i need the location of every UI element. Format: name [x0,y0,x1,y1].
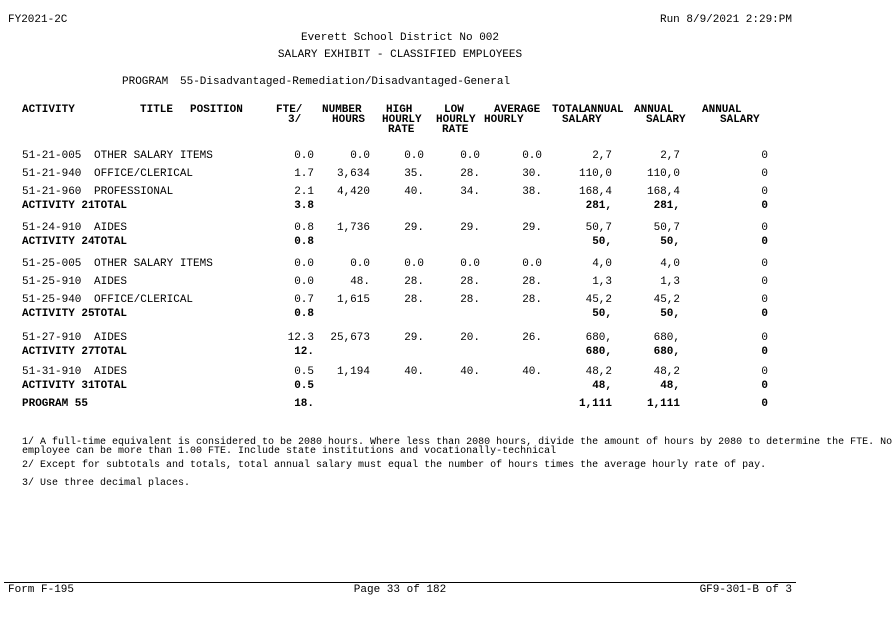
cell-total: 48,2 [585,366,612,378]
cell-title: TOTAL [94,200,128,212]
cell-high: 0.0 [404,150,424,162]
col-title: TITLE [140,104,174,116]
cell-total: 48, [592,380,612,392]
cell-code: 51-25-910 [22,276,82,288]
cell-code: ACTIVITY 27 [22,346,95,358]
cell-title: PROFESSIONAL [94,186,174,198]
col-total: TOTAL [552,104,586,116]
col-low-2: HOURLY [436,114,476,126]
cell-avg: 0.0 [522,258,542,270]
cell-annual: 4,0 [660,258,680,270]
cell-total: 50, [592,308,612,320]
col-annual-b: ANNUAL [634,104,674,116]
cell-c: 0 [761,308,768,320]
cell-total: 2,7 [592,150,612,162]
cell-c: 0 [761,222,768,234]
run-stamp: Run 8/9/2021 2:29:PM [659,14,792,26]
footer-form: Form F-195 [8,584,75,596]
col-fte: FTE/ [276,104,303,116]
cell-low: 34. [460,186,480,198]
cell-title: TOTAL [94,236,128,248]
cell-total: 4,0 [592,258,612,270]
cell-total: 168,4 [578,186,612,198]
cell-total: 1,111 [578,398,612,410]
cell-fte: 0.8 [294,222,314,234]
cell-fte: 0.8 [294,308,314,320]
cell-code: 51-21-940 [22,168,82,180]
cell-fte: 3.8 [294,200,314,212]
cell-high: 29. [404,222,424,234]
cell-avg: 0.0 [522,150,542,162]
cell-c: 0 [761,186,768,198]
cell-low: 28. [460,276,480,288]
cell-c: 0 [761,236,768,248]
cell-fte: 1.7 [294,168,314,180]
cell-code: ACTIVITY 25 [22,308,95,320]
cell-annual: 2,7 [660,150,680,162]
cell-hours: 0.0 [350,150,370,162]
cell-c: 0 [761,200,768,212]
cell-code: ACTIVITY 21 [22,200,95,212]
cell-annual: 48, [660,380,680,392]
cell-low: 40. [460,366,480,378]
col-annual-b-2: SALARY [646,114,686,126]
cell-hours: 48. [350,276,370,288]
cell-annual: 50, [660,308,680,320]
district-name: Everett School District No 002 [300,32,500,44]
cell-code: ACTIVITY 31 [22,380,95,392]
cell-title: AIDES [94,366,128,378]
cell-high: 28. [404,276,424,288]
cell-code: ACTIVITY 24 [22,236,95,248]
cell-annual: 1,111 [646,398,680,410]
cell-annual: 168,4 [646,186,680,198]
cell-high: 35. [404,168,424,180]
cell-title: AIDES [94,222,128,234]
cell-avg: 30. [522,168,542,180]
cell-low: 0.0 [460,258,480,270]
cell-annual: 48,2 [653,366,680,378]
col-annual: ANNUAL [584,104,624,116]
cell-code: 51-25-005 [22,258,82,270]
cell-total: 45,2 [585,294,612,306]
cell-fte: 12.3 [287,332,314,344]
cell-high: 28. [404,294,424,306]
cell-c: 0 [761,332,768,344]
cell-hours: 1,194 [336,366,370,378]
cell-high: 0.0 [404,258,424,270]
cell-title: TOTAL [94,308,128,320]
footnote-1a: 1/ A full-time equivalent is considered to be 2080 hours. Where less than 2080 hours, divide the amount of hours by 2080 to determine the FTE. No [22,437,892,448]
cell-c: 0 [761,150,768,162]
cell-c: 0 [761,380,768,392]
cell-title: OTHER SALARY ITEMS [94,150,213,162]
col-high-3: RATE [388,124,415,136]
cell-title: OFFICE/CLERICAL [94,294,194,306]
cell-annual: 50, [660,236,680,248]
col-avg: AVERAGE [494,104,541,116]
program-name: 55-Disadvantaged-Remediation/Disadvantaged-General [180,76,511,88]
cell-c: 0 [761,398,768,410]
cell-code: 51-25-940 [22,294,82,306]
cell-low: 28. [460,294,480,306]
cell-fte: 0.0 [294,258,314,270]
cell-hours: 25,673 [330,332,370,344]
cell-title: AIDES [94,332,128,344]
footnote-2: 2/ Except for subtotals and totals, total annual salary must equal the number of hours times the average hourly rate of pay. [22,460,767,471]
cell-c: 0 [761,276,768,288]
cell-title: TOTAL [94,380,128,392]
col-total-2: SALARY [562,114,602,126]
col-number-2: HOURS [332,114,366,126]
cell-annual: 110,0 [646,168,680,180]
cell-code: 51-21-960 [22,186,82,198]
cell-total: 680, [585,346,612,358]
cell-fte: 0.8 [294,236,314,248]
cell-title: OTHER SALARY ITEMS [94,258,213,270]
exhibit-title: SALARY EXHIBIT - CLASSIFIED EMPLOYEES [277,49,523,61]
cell-fte: 0.5 [294,366,314,378]
fiscal-year: FY2021-2C [8,14,68,26]
cell-fte: 0.5 [294,380,314,392]
cell-avg: 26. [522,332,542,344]
cell-title: OFFICE/CLERICAL [94,168,194,180]
cell-code: 51-31-910 [22,366,82,378]
cell-high: 40. [404,366,424,378]
footer-rule [4,582,796,583]
col-high-2: HOURLY [382,114,422,126]
col-activity: ACTIVITY [22,104,75,116]
cell-avg: 29. [522,222,542,234]
cell-annual: 1,3 [660,276,680,288]
cell-code: PROGRAM 55 [22,398,89,410]
cell-c: 0 [761,258,768,270]
cell-code: 51-24-910 [22,222,82,234]
col-fte-note: 3/ [288,114,302,126]
cell-avg: 40. [522,366,542,378]
cell-code: 51-21-005 [22,150,82,162]
footer-page: Page 33 of 182 [353,584,447,596]
cell-total: 50,7 [585,222,612,234]
col-position: POSITION [190,104,243,116]
cell-avg: 28. [522,294,542,306]
footer-code: GF9-301-B of 3 [699,584,792,596]
col-annual-c: ANNUAL [702,104,742,116]
cell-avg: 38. [522,186,542,198]
cell-low: 0.0 [460,150,480,162]
program-label: PROGRAM [122,76,169,88]
cell-fte: 12. [294,346,314,358]
cell-high: 29. [404,332,424,344]
cell-hours: 1,615 [336,294,370,306]
cell-hours: 4,420 [336,186,370,198]
cell-total: 281, [585,200,612,212]
cell-total: 1,3 [592,276,612,288]
cell-hours: 0.0 [350,258,370,270]
cell-total: 110,0 [578,168,612,180]
col-low-3: RATE [442,124,469,136]
cell-annual: 281, [653,200,680,212]
cell-annual: 680, [653,346,680,358]
col-annual-c-2: SALARY [720,114,760,126]
cell-fte: 18. [294,398,314,410]
cell-c: 0 [761,366,768,378]
cell-low: 29. [460,222,480,234]
cell-title: TOTAL [94,346,128,358]
col-high: HIGH [386,104,413,116]
cell-low: 20. [460,332,480,344]
cell-fte: 0.7 [294,294,314,306]
cell-fte: 0.0 [294,150,314,162]
col-number: NUMBER [322,104,362,116]
cell-c: 0 [761,168,768,180]
col-low: LOW [444,104,464,116]
cell-total: 50, [592,236,612,248]
cell-c: 0 [761,294,768,306]
cell-hours: 1,736 [336,222,370,234]
cell-annual: 680, [653,332,680,344]
cell-c: 0 [761,346,768,358]
footnote-3: 3/ Use three decimal places. [22,478,191,489]
cell-hours: 3,634 [336,168,370,180]
col-avg-2: HOURLY [484,114,524,126]
cell-high: 40. [404,186,424,198]
cell-avg: 28. [522,276,542,288]
cell-total: 680, [585,332,612,344]
cell-low: 28. [460,168,480,180]
cell-fte: 0.0 [294,276,314,288]
cell-annual: 45,2 [653,294,680,306]
cell-title: AIDES [94,276,128,288]
footnote-1b: employee can be more than 1.00 FTE. Include state institutions and vocationally-technical [22,446,557,457]
cell-annual: 50,7 [653,222,680,234]
cell-fte: 2.1 [294,186,314,198]
cell-code: 51-27-910 [22,332,82,344]
